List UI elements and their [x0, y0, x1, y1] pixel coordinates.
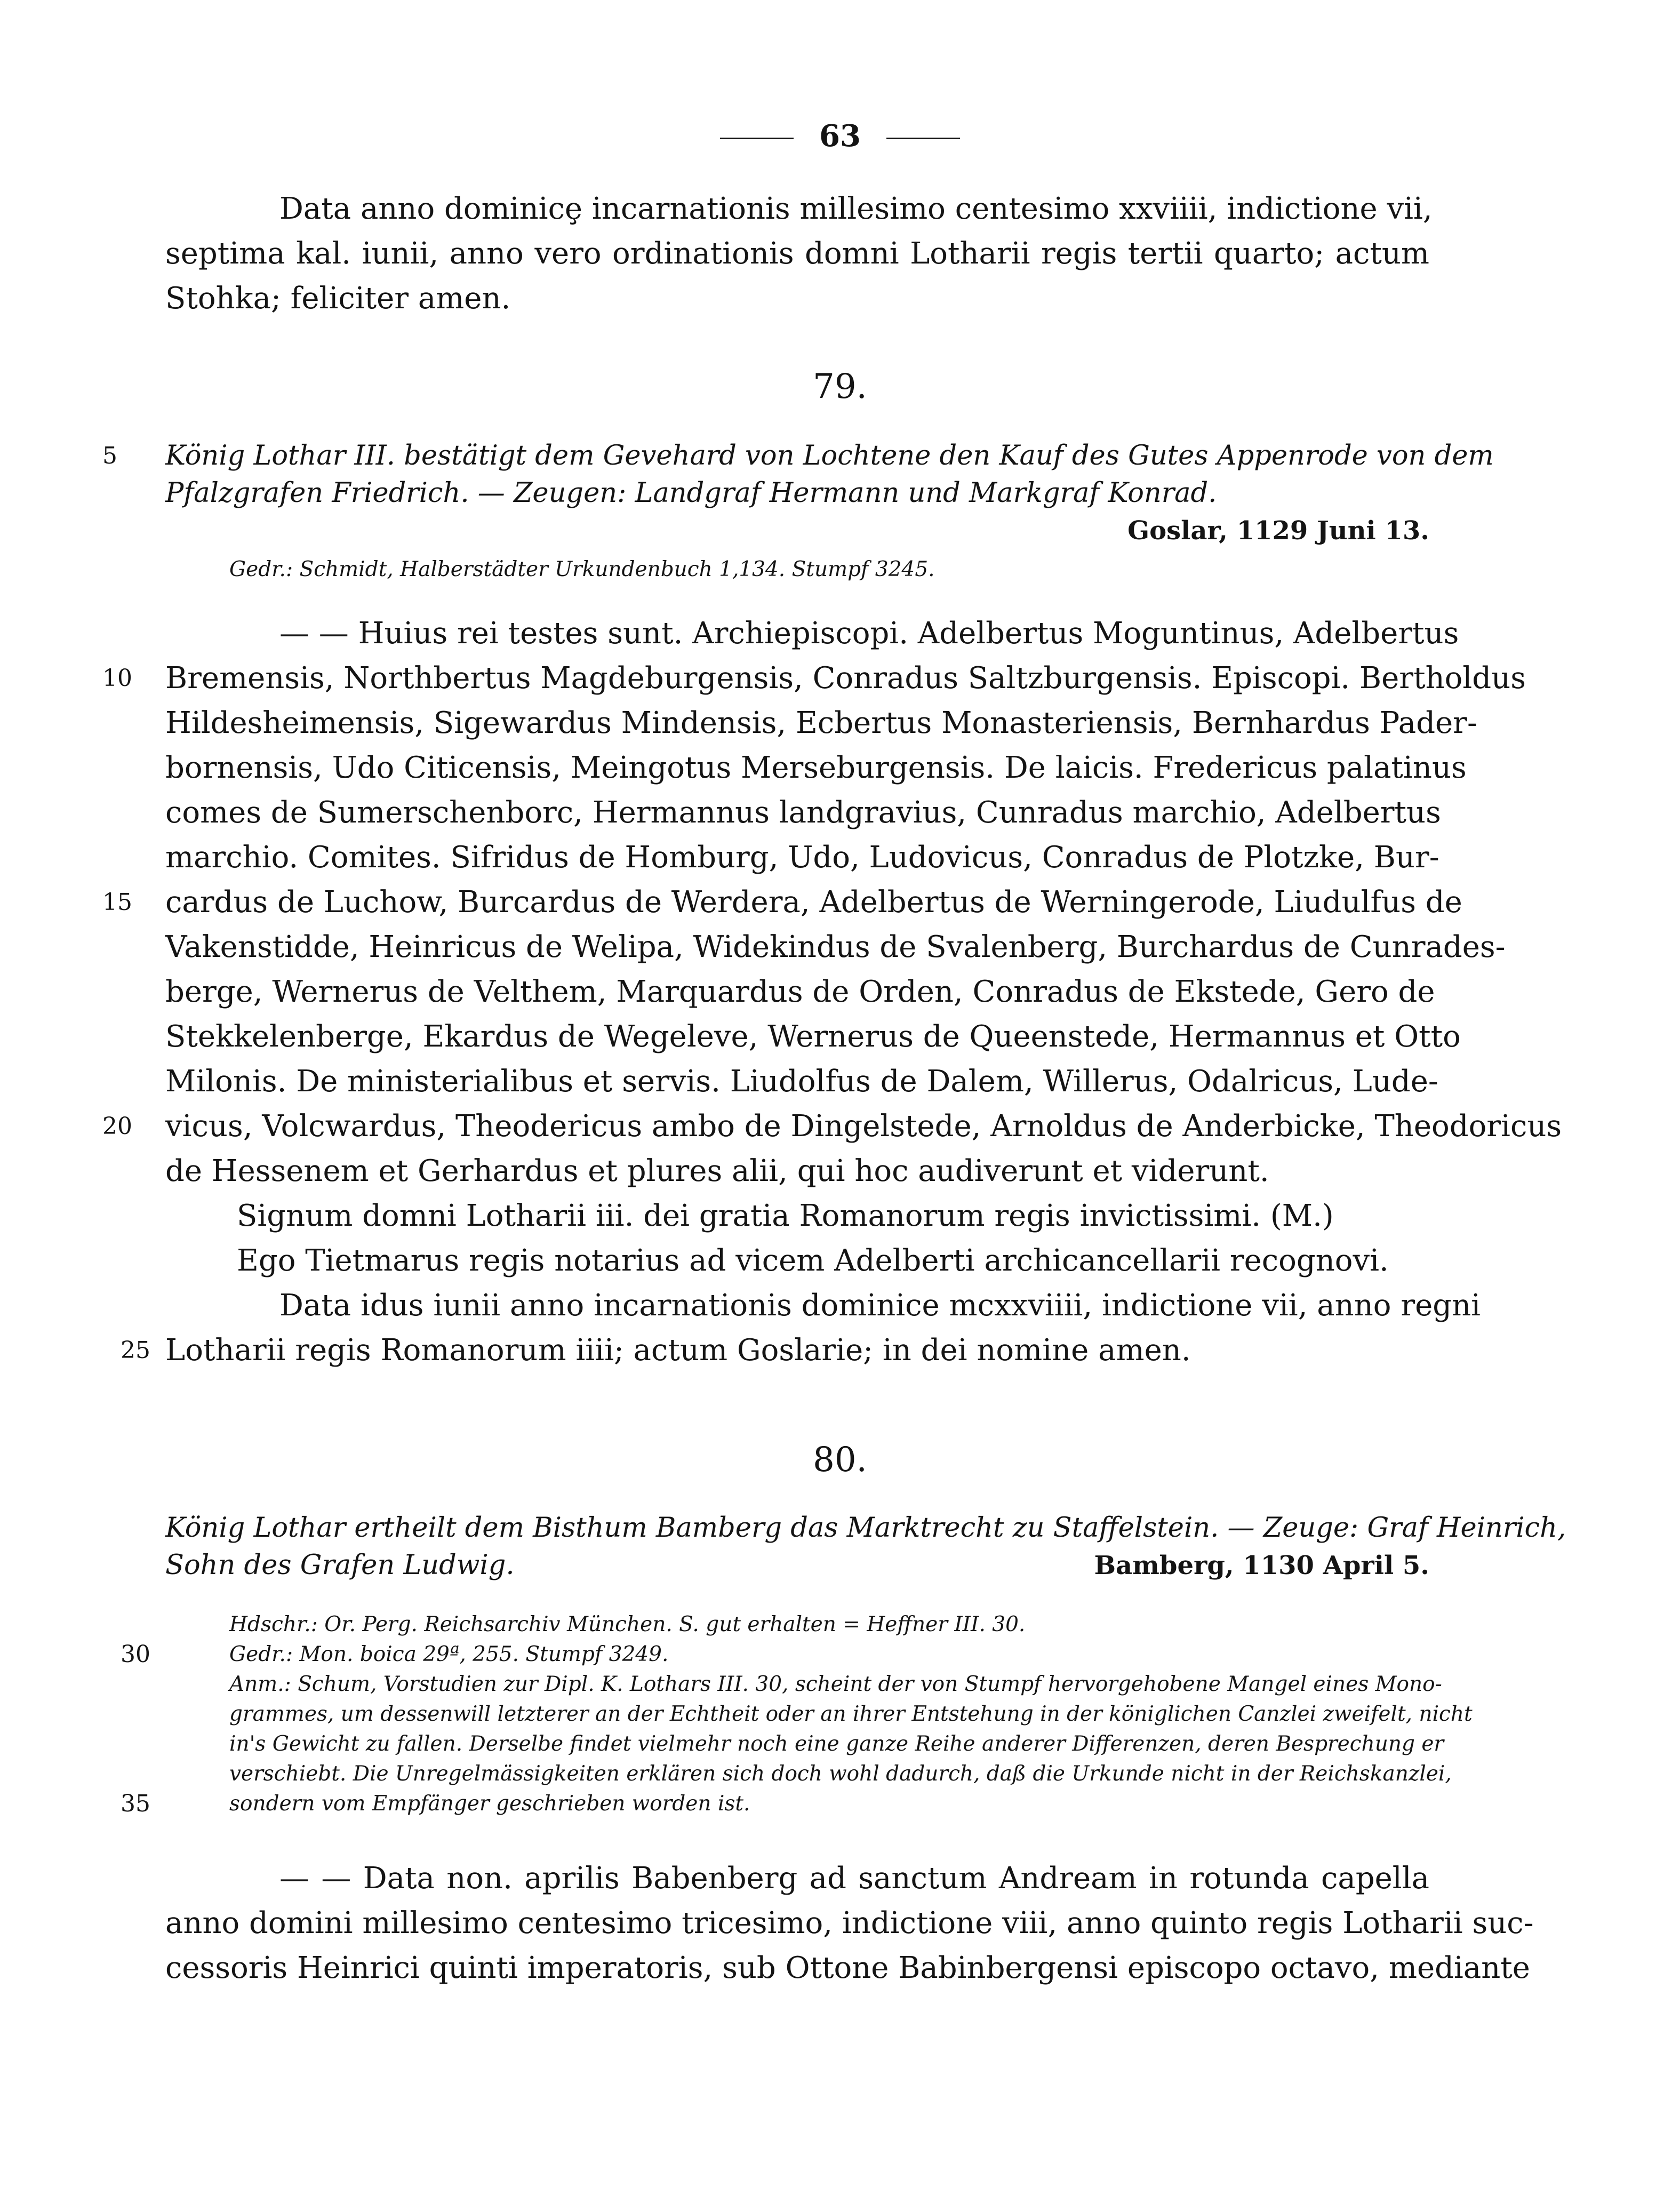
text-line: Vakenstidde, Heinricus de Welipa, Widekindus de Svalenberg, Burchardus de Cunrades-: [165, 930, 1506, 964]
document-number-79: 79.: [813, 367, 867, 406]
document-number-80: 80.: [813, 1440, 867, 1480]
line-number: 25: [121, 1337, 150, 1364]
text-line: 15 cardus de Luchow, Burcardus de Werdera, Adelbertus de Werningerode, Liudulfus de: [165, 880, 1429, 925]
header-rule-left: [720, 138, 794, 139]
doc79-summary: [102, 437, 1494, 549]
summary-line: Pfalzgrafen Friedrich. — Zeugen: Landgraf Hermann und Markgraf Konrad.: [165, 477, 1217, 509]
source-line: Gedr.: Schmidt, Halberstädter Urkundenbuch 1,134. Stumpf 3245.: [229, 557, 935, 581]
doc79-text: [102, 611, 1562, 1373]
date-place: Goslar, 1129 Juni 13.: [1127, 516, 1429, 546]
text-line: Milonis. De ministerialibus et servis. Liudolfus de Dalem, Willerus, Odalricus, Lude-: [165, 1064, 1438, 1099]
source-line: grammes, um dessenwill letzterer an der Echtheit oder an ihrer Entstehung in der königlichen Canzlei zweifelt, nicht: [229, 1702, 1473, 1726]
page-header: [0, 118, 1680, 154]
text-line: Data anno dominicȩ incarnationis millesimo centesimo xxviiii, indictione vii,: [279, 191, 1433, 226]
text-line: 25 Lotharii regis Romanorum iiii; actum Goslarie; in dei nomine amen.: [165, 1328, 1429, 1373]
text-line: Hildesheimensis, Sigewardus Mindensis, Ecbertus Monasteriensis, Bernhardus Pader-: [165, 706, 1477, 740]
text-line: — — Data non. aprilis Babenberg ad sanctum Andream in rotunda capella: [279, 1861, 1429, 1896]
text-line: de Hessenem et Gerhardus et plures alii, qui hoc audiverunt et viderunt.: [165, 1154, 1269, 1188]
summary-line: König Lothar ertheilt dem Bisthum Bamberg das Marktrecht zu Staffelstein. — Zeuge: Graf Heinrich,: [165, 1512, 1566, 1544]
line-number: 10: [102, 665, 132, 692]
text-line: bornensis, Udo Citicensis, Meingotus Merseburgensis. De laicis. Fredericus palatinus: [165, 750, 1467, 785]
text-line: Ego Tietmarus regis notarius ad vicem Adelberti archicancellarii recognovi.: [237, 1243, 1389, 1278]
page-number: 63: [819, 118, 861, 154]
source-line: 30 Gedr.: Mon. boica 29ª, 255. Stumpf 3249.: [165, 1640, 1429, 1670]
text-line: cessoris Heinrici quinti imperatoris, sub Ottone Babinbergensi episcopo octavo, mediante: [165, 1951, 1530, 1985]
line-number: 35: [121, 1790, 150, 1817]
text-line: septima kal. iunii, anno vero ordinationis domni Lotharii regis tertii quarto; actum: [165, 236, 1429, 271]
source-line: in's Gewicht zu fallen. Derselbe findet vielmehr noch eine ganze Reihe anderer Differenzen, deren Besprechung er: [229, 1732, 1444, 1756]
line-number: 20: [102, 1113, 132, 1140]
header-rule-right: [886, 138, 960, 139]
line-number: 5: [102, 442, 117, 469]
line-number: 30: [121, 1641, 150, 1668]
doc80-sources: [121, 1610, 1473, 1819]
source-line: Anm.: Schum, Vorstudien zur Dipl. K. Lothars III. 30, scheint der von Stumpf hervorgehobene Mangel eines Mono-: [229, 1672, 1442, 1696]
text-line: 10 Bremensis, Northbertus Magdeburgensis, Conradus Saltzburgensis. Episcopi. Bertholdus: [165, 656, 1429, 701]
text-line: anno domini millesimo centesimo tricesimo, indictione viii, anno quinto regis Lotharii suc-: [165, 1906, 1534, 1941]
text-line: Data idus iunii anno incarnationis dominice mcxxviiii, indictione vii, anno regni: [279, 1288, 1481, 1323]
text-line: berge, Wernerus de Velthem, Marquardus de Orden, Conradus de Ekstede, Gero de: [165, 975, 1435, 1009]
summary-line: Sohn des Grafen Ludwig. Bamberg, 1130 April 5.: [165, 1547, 1429, 1584]
line-number: 15: [102, 889, 132, 916]
doc80-text: [165, 1856, 1534, 1991]
doc79-sources: [165, 555, 1429, 585]
summary-line: 5 König Lothar III. bestätigt dem Gevehard von Lochtene den Kauf des Gutes Appenrode von dem: [165, 437, 1429, 475]
text-line: marchio. Comites. Sifridus de Homburg, Udo, Ludovicus, Conradus de Plotzke, Bur-: [165, 840, 1439, 875]
date-place: Bamberg, 1130 April 5.: [1094, 1551, 1429, 1580]
text-line: Stekkelenberge, Ekardus de Wegeleve, Wernerus de Queenstede, Hermannus et Otto: [165, 1019, 1461, 1054]
source-line: verschiebt. Die Unregelmässigkeiten erklären sich doch wohl dadurch, daß die Urkunde nicht in der Reichskanzlei,: [229, 1762, 1452, 1786]
top-text-block: [165, 187, 1433, 321]
text-line: — — Huius rei testes sunt. Archiepiscopi. Adelbertus Moguntinus, Adelbertus: [279, 616, 1459, 651]
text-line: Stohka; feliciter amen.: [165, 281, 511, 316]
doc80-summary: [165, 1510, 1566, 1584]
source-line: 35 sondern vom Empfänger geschrieben worden ist.: [165, 1789, 1429, 1819]
source-line: Hdschr.: Or. Perg. Reichsarchiv München. S. gut erhalten = Heffner III. 30.: [229, 1612, 1026, 1636]
text-line: 20 vicus, Volcwardus, Theodericus ambo de Dingelstede, Arnoldus de Anderbicke, Theodoricus: [165, 1104, 1429, 1149]
text-line: Signum domni Lotharii iii. dei gratia Romanorum regis invictissimi. (M.): [237, 1199, 1334, 1233]
text-line: comes de Sumerschenborc, Hermannus landgravius, Cunradus marchio, Adelbertus: [165, 795, 1441, 830]
